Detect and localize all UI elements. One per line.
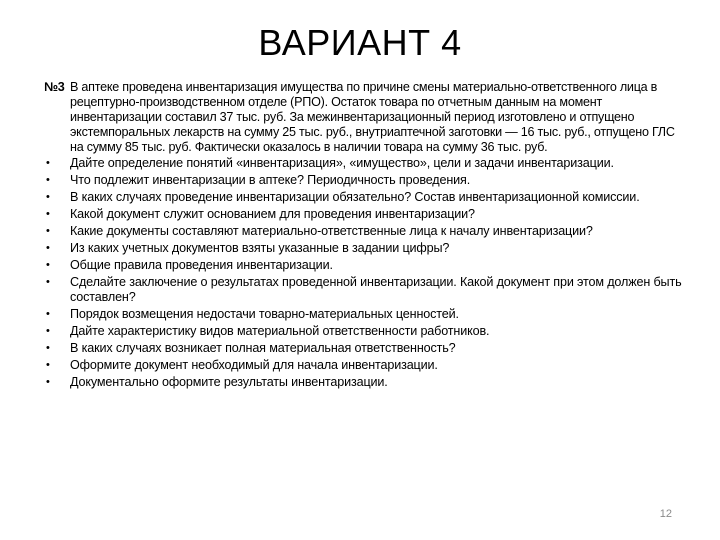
- slide-title: ВАРИАНТ 4: [258, 22, 462, 63]
- task-number: №3: [44, 80, 65, 94]
- list-item: [44, 323, 684, 340]
- list-item: [44, 257, 684, 274]
- question-text: Из каких учетных документов взяты указанные в задании цифры?: [70, 241, 450, 255]
- list-item: [44, 223, 684, 240]
- task-block: [44, 80, 684, 391]
- list-item: [44, 206, 684, 223]
- list-item: [44, 172, 684, 189]
- question-text: Сделайте заключение о результатах проведенной инвентаризации. Какой документ при этом должен быть составлен?: [70, 275, 682, 304]
- bullet-icon: •: [46, 342, 50, 354]
- list-item: [44, 374, 684, 391]
- bullet-icon: •: [46, 174, 50, 186]
- list-item: [44, 340, 684, 357]
- bullet-icon: •: [46, 242, 50, 254]
- question-text: Общие правила проведения инвентаризации.: [70, 258, 333, 272]
- question-text: Дайте определение понятий «инвентаризация», «имущество», цели и задачи инвентаризации.: [70, 156, 614, 170]
- question-text: Документально оформите результаты инвентаризации.: [70, 375, 388, 389]
- task-intro: [44, 80, 684, 155]
- question-text: В каких случаях проведение инвентаризации обязательно? Состав инвентаризационной комиссии.: [70, 190, 640, 204]
- questions-list: [44, 155, 684, 391]
- bullet-icon: •: [46, 359, 50, 371]
- question-text: Какой документ служит основанием для проведения инвентаризации?: [70, 207, 475, 221]
- bullet-icon: •: [46, 191, 50, 203]
- bullet-icon: •: [46, 259, 50, 271]
- bullet-icon: •: [46, 225, 50, 237]
- question-text: Порядок возмещения недостачи товарно-материальных ценностей.: [70, 307, 459, 321]
- bullet-icon: •: [46, 208, 50, 220]
- page-number: 12: [659, 508, 672, 520]
- task-text: В аптеке проведена инвентаризация имущества по причине смены материально-ответственного лица в рецептурно-производственном отделе (РПО). Остаток товара по отчетным данным на момент инвентаризации составил 37 тыс. руб. За межинвентаризационный период изготовлено и отпущено экстемпоральных лекарств на сумму 25 тыс. руб., внутриаптечной заготовки — 16 тыс. руб., отпущено ГЛС на сумму 85 тыс. руб. Фактически оказалось в наличии товара на сумму 36 тыс. руб.: [70, 80, 675, 154]
- bullet-icon: •: [46, 325, 50, 337]
- question-text: Что подлежит инвентаризации в аптеке? Периодичность проведения.: [70, 173, 471, 187]
- bullet-icon: •: [46, 276, 50, 288]
- question-text: Оформите документ необходимый для начала инвентаризации.: [70, 358, 438, 372]
- list-item: [44, 240, 684, 257]
- list-item: [44, 306, 684, 323]
- list-item: [44, 357, 684, 374]
- question-text: Дайте характеристику видов материальной ответственности работников.: [70, 324, 490, 338]
- list-item: [44, 274, 684, 306]
- list-item: [44, 189, 684, 206]
- bullet-icon: •: [46, 376, 50, 388]
- question-text: Какие документы составляют материально-ответственные лица к началу инвентаризации?: [70, 224, 593, 238]
- question-text: В каких случаях возникает полная материальная ответственность?: [70, 341, 456, 355]
- bullet-icon: •: [46, 308, 50, 320]
- list-item: [44, 155, 684, 172]
- bullet-icon: •: [46, 157, 50, 169]
